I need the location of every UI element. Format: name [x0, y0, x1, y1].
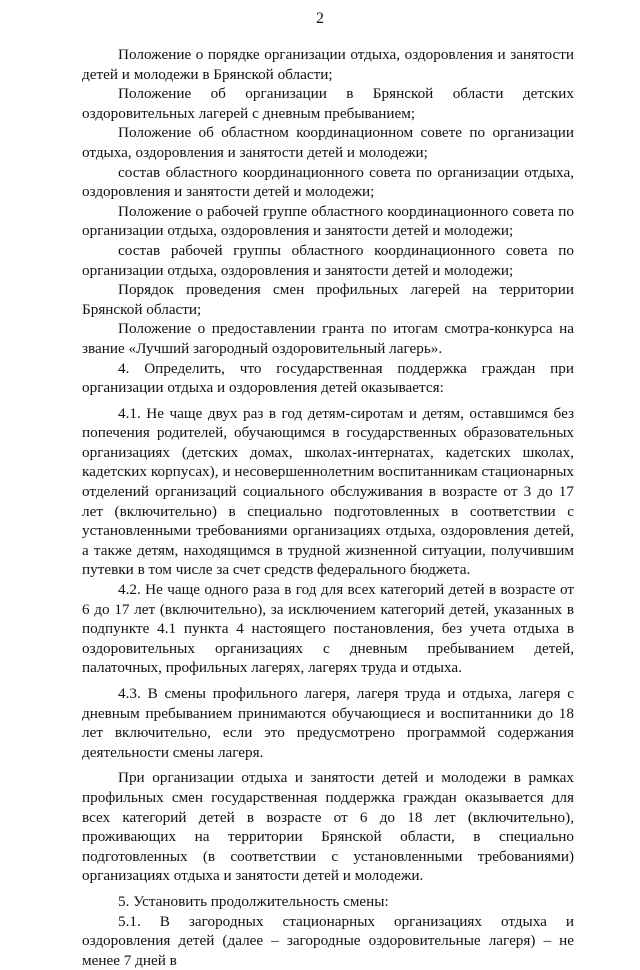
- paragraph: Положение об организации в Брянской области детских оздоровительных лагерей с дневным пребыванием;: [82, 85, 574, 122]
- paragraph: При организации отдыха и занятости детей и молодежи в рамках профильных смен государственная поддержка граждан оказывается для всех категорий детей в возрасте от 6 до 18 лет (включительно), проживающих на территории Брянской области, в специально подготовленных (в соответствии с установленными требованиями) организациях отдыха и занятости детей и молодежи.: [82, 769, 574, 885]
- paragraph: Положение о порядке организации отдыха, оздоровления и занятости детей и молодежи в Брянской области;: [82, 46, 574, 83]
- paragraph: Положение о предоставлении гранта по итогам смотра-конкурса на звание «Лучший загородный оздоровительный лагерь».: [82, 320, 574, 357]
- paragraph: 4.3. В смены профильного лагеря, лагеря труда и отдыха, лагеря с дневным пребыванием принимаются обучающиеся и воспитанники до 18 лет включительно, если это предусмотрено программой содержания деятельности смены лагеря.: [82, 685, 574, 761]
- page-number: 2: [316, 10, 324, 27]
- paragraph: Положение об областном координационном совете по организации отдыха, оздоровления и занятости детей и молодежи;: [82, 124, 574, 161]
- paragraph: состав рабочей группы областного координационного совета по организации отдыха, оздоровления и занятости детей и молодежи;: [82, 241, 574, 279]
- paragraph: 4.2. Не чаще одного раза в год для всех категорий детей в возрасте от 6 до 17 лет (включительно), за исключением категорий детей, указанных в подпункте 4.1 пункта 4 настоящего постановления, без учета отдыха в оздоровительных организациях с дневным пребыванием детей, палаточных, профильных лагерях, лагерях труда и отдыха.: [82, 581, 574, 677]
- paragraph: 4. Определить, что государственная поддержка граждан при организации отдыха и оздоровления детей оказывается:: [82, 359, 574, 397]
- paragraph: 5. Установить продолжительность смены:: [118, 892, 389, 910]
- document-body: [82, 45, 574, 970]
- paragraph: 4.1. Не чаще двух раз в год детям-сиротам и детям, оставшимся без попечения родителей, обучающимся в государственных образовательных организациях (детских домах, школах-интернатах, кадетских школах, кадетских корпусах), и несовершеннолетним воспитанникам стационарных отделений организаций социального обслуживания в возрасте от 3 до 17 лет (включительно) в специально подготовленных в соответствии с установленными требованиями организациях отдыха, оздоровления детей, а также детям, находящимся в трудной жизненной ситуации, получившим путевки в том числе за счет средств федерального бюджета.: [82, 404, 574, 579]
- paragraph: Порядок проведения смен профильных лагерей на территории Брянской области;: [82, 281, 574, 318]
- paragraph: 5.1. В загородных стационарных организациях отдыха и оздоровления детей (далее – загородные оздоровительные лагеря) – не менее 7 дней в: [82, 912, 574, 969]
- paragraph: Положение о рабочей группе областного координационного совета по организации отдыха, оздоровления и занятости детей и молодежи;: [82, 202, 574, 240]
- paragraph: состав областного координационного совета по организации отдыха, оздоровления и занятости детей и молодежи;: [82, 163, 574, 201]
